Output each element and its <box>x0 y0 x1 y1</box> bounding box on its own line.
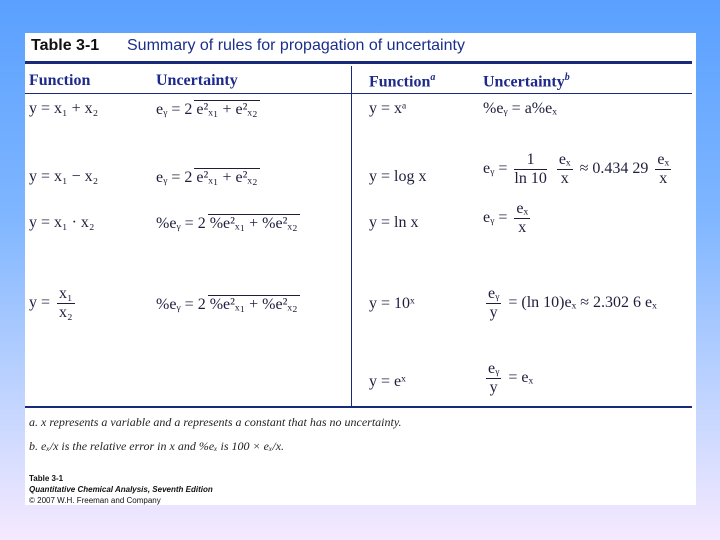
top-rule <box>25 61 692 64</box>
bottom-rule <box>25 406 692 408</box>
table-panel <box>25 33 696 505</box>
row1-uncertainty-right: %eᵧ = a%eₓ <box>483 100 557 117</box>
row2-uncertainty: eᵧ = 2 e²ₓ₁ + e²ₓ₂ <box>156 169 258 186</box>
row1-function-right: y = xᵃ <box>369 100 407 117</box>
row3-function: y = x₁ · x₂ <box>29 214 95 231</box>
row2-function-right: y = log x <box>369 168 427 185</box>
column-divider <box>351 66 352 406</box>
table-number: Table 3-1 <box>31 37 100 54</box>
column-header-function-a: Function$^a$ <box>369 72 436 91</box>
table-header <box>25 33 696 61</box>
table-title: Summary of rules for propagation of uncertainty <box>127 37 465 54</box>
row1-function: y = x₁ + x₂ <box>29 100 99 117</box>
row4-function-right: y = 10ˣ <box>369 295 415 312</box>
credit-table-number: Table 3-1 <box>29 474 64 483</box>
row2-uncertainty-right: eᵧ = $\frac{1}{\ln 10}$ $\frac{\text{eₓ}}{x}$ ≈ 0.434 29 $\frac{\text{eₓ}}{x}$ <box>483 151 670 187</box>
footnote-b: b. eₓ/x is the relative error in x and %eₓ is 100 × eₓ/x. <box>29 439 285 453</box>
credit-book-title: Quantitative Chemical Analysis, Seventh Edition <box>29 485 213 494</box>
row3-function-right: y = ln x <box>369 214 419 231</box>
column-header-function: Function <box>29 72 91 89</box>
row4-function: y = $\frac{\text{x₁}}{\text{x₂}}$ <box>29 285 73 321</box>
column-header-uncertainty: Uncertainty <box>156 72 238 89</box>
row4-uncertainty-right: $\frac{\text{eᵧ}}{y}$ = (ln 10)eₓ ≈ 2.302 6 eₓ <box>488 285 657 321</box>
column-header-uncertainty-b: Uncertainty$^b$ <box>483 72 570 91</box>
row1-uncertainty: eᵧ = 2 e²ₓ₁ + e²ₓ₂ <box>156 101 258 118</box>
row3-uncertainty-right: eᵧ = $\frac{\text{eₓ}}{x}$ <box>483 200 529 236</box>
row5-uncertainty-right: $\frac{\text{eᵧ}}{y}$ = eₓ <box>488 360 534 396</box>
credit-copyright: © 2007 W.H. Freeman and Company <box>29 496 161 505</box>
row5-function-right: y = eˣ <box>369 373 406 390</box>
row4-uncertainty: %eᵧ = 2 %e²ₓ₁ + %e²ₓ₂ <box>156 296 298 313</box>
header-rule <box>25 93 692 94</box>
row3-uncertainty: %eᵧ = 2 %e²ₓ₁ + %e²ₓ₂ <box>156 215 298 232</box>
footnote-a: a. x represents a variable and a represents a constant that has no uncertainty. <box>29 415 402 429</box>
row2-function: y = x₁ − x₂ <box>29 168 99 185</box>
